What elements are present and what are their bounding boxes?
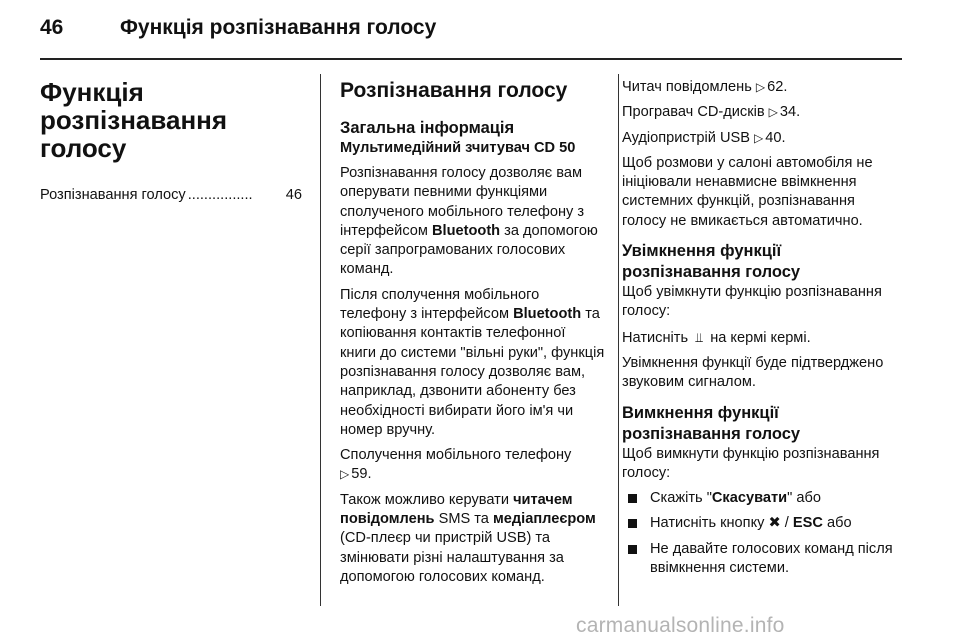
column-1 — [40, 78, 302, 205]
voice-control-icon: ⫫ — [695, 329, 703, 345]
toc-page: 46 — [285, 187, 302, 203]
column-divider-1 — [320, 74, 321, 606]
enable-step: Натисніть ⫫ на кермі кермі. — [622, 329, 811, 346]
list-item: Не давайте голосових команд після ввімкнення системи. — [622, 540, 900, 579]
watermark: carmanualsonline.info — [576, 614, 785, 637]
header-rule — [40, 58, 902, 60]
disable-intro: Щоб вимкнути функцію розпізнавання голосу: — [622, 445, 880, 481]
triangle-arrow-icon: ▷ — [340, 467, 350, 482]
column-3 — [622, 78, 900, 584]
ref-cd-player[interactable]: Програвач CD-дисків ▷ 34. — [622, 103, 900, 122]
ref-page-59[interactable]: 59. — [351, 466, 372, 483]
paragraph-1: Розпізнавання голосу дозволяє вам оперувати певними функціями сполученого мобільного телефону з інтерфейсом Bluetooth за допомогою серії запрограмованих голосових команд. — [340, 165, 598, 278]
section-title: Розпізнавання голосу — [340, 79, 568, 102]
list-item: Скажіть "Скасувати" або — [622, 489, 900, 508]
enable-note: Увімкнення функції буде підтверджено звуковим сигналом. — [622, 354, 884, 391]
general-info-title: Загальна інформація — [340, 119, 515, 137]
disable-title: Вимкнення функції розпізнавання голосу — [622, 403, 801, 443]
paragraph-2: Після сполучення мобільного телефону з інтерфейсом Bluetooth та копіювання контактів телефонної книги до системи "вільні руки", функція розпізнавання голосу дозволяє вам, наприклад, дзвонити абоненту без необхідності вибирати його ім'я чи номер вручну. — [340, 286, 605, 438]
enable-title: Увімкнення функції розпізнавання голосу — [622, 242, 801, 282]
enable-intro: Щоб увімкнути функцію розпізнавання голосу: — [622, 284, 882, 320]
paragraph-3: Сполучення мобільного телефону ▷ 59. — [340, 446, 605, 485]
disable-list — [622, 489, 900, 578]
toc-entry[interactable] — [40, 186, 302, 205]
triangle-arrow-icon: ▷ — [768, 105, 778, 120]
triangle-arrow-icon: ▷ — [754, 130, 764, 145]
cd50-subtitle: Мультимедійний зчитувач CD 50 — [340, 140, 576, 156]
header-title: Функція розпізнавання голосу — [120, 16, 437, 39]
chapter-title: Функція розпізнавання голосу — [40, 77, 228, 163]
phone-hangup-icon: ✖ — [768, 515, 781, 532]
toc-dots: ................ — [187, 187, 253, 203]
paragraph-auto-off: Щоб розмови у салоні автомобіля не ініціювали ненавмисне ввімкнення системних функцій, розпізнавання голосу не вмикається автоматично. — [622, 154, 873, 229]
page-number: 46 — [40, 16, 64, 39]
list-item: Натисніть кнопку ✖ / ESC або — [622, 514, 900, 533]
paragraph-4: Також можливо керувати читачем повідомлень SMS та медіаплеєром (CD-плеєр чи пристрій USB) та змінювати різні налаштування за допомогою голосових команд. — [340, 491, 596, 585]
toc-label: Розпізнавання голосу — [40, 187, 186, 203]
ref-usb-audio[interactable]: Аудіопристрій USB ▷ 40. — [622, 129, 900, 148]
triangle-arrow-icon: ▷ — [755, 80, 766, 94]
ref-message-reader[interactable]: Читач повідомлень ▷ 62. — [622, 78, 900, 97]
page-header — [40, 12, 902, 52]
column-2 — [340, 78, 605, 593]
column-divider-2 — [618, 74, 619, 606]
